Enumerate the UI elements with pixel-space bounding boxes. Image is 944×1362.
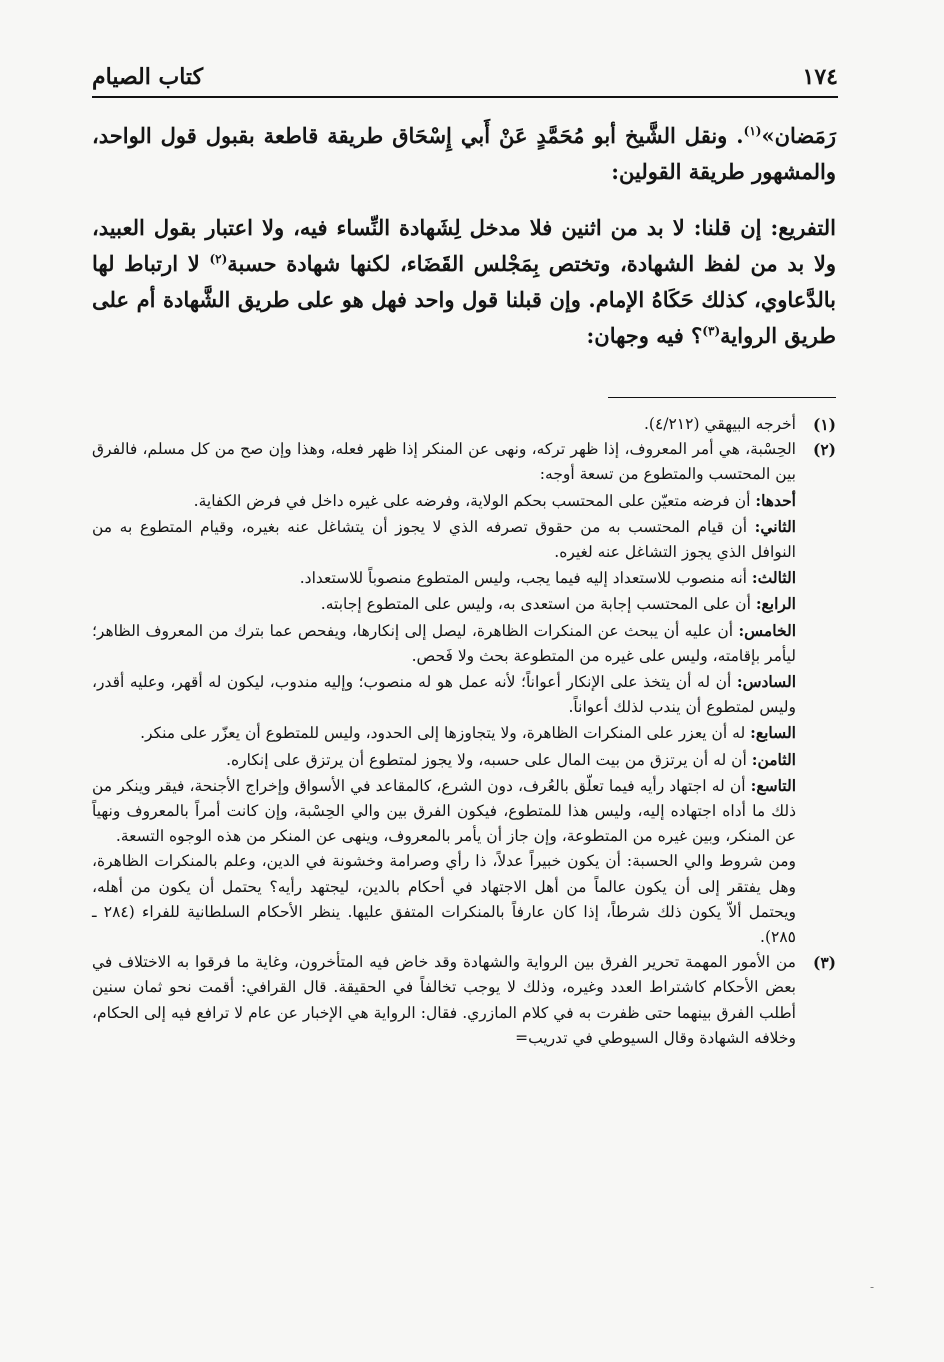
- footnote-number: (٣): [812, 953, 836, 973]
- footnote-2-item: الثالث: أنه منصوب للاستعداد إليه فيما يجب، وليس المتطوع منصوباً للاستعداد.: [299, 568, 796, 588]
- main-text: [92, 118, 836, 354]
- margin-mark: -: [870, 1280, 875, 1294]
- footnote-2-outro: ومن شروط والي الحسبة: أن يكون خبيراً عدلاً، ذا رأي وصرامة وخشونة في الدين، وعلم بالمنكرات الظاهرة، وهل يفتقر إلى أن يكون عالماً من أهل الاجتهاد في أحكام بالدين، ليجتهد رأيه؟ يحتمل أن يكون من أهله، ويحتمل ألاّ يكون ذلك شرطاً، إذا كان عارفاً بالمنكرات المتفق عليها. ينظر الأحكام السلطانية للفراء (٢٨٤ ـ ٢٨٥).: [92, 852, 796, 947]
- footnote-divider: [608, 397, 836, 398]
- page-number: ١٧٤: [802, 64, 838, 90]
- footnote-3: (٣) من الأمور المهمة تحرير الفرق بين الرواية والشهادة وقد خاض فيه المتأخرون، وغاية ما فرقوا به الاختلاف في بعض الأحكام كاشتراط العدد وغيره، وذلك لا يوجب تخالفاً في الحقيقة. قال القرافي: أقمت نحو ثمان سنين أطلب الفرق بينهما حتى ظفرت به في كلام المازري. فقال: الرواية هي الإخبار عن عام لا ترافع فيه إلى الحكام، وخلافه الشهادة وقال السيوطي في تدريب=: [92, 950, 836, 1051]
- footnote-2-item: الثاني: أن قيام المحتسب به من حقوق تصرفه الذي لا يجوز أن يتشاغل عنه بغيره، وقيام المتطوع به من النوافل الذي يجوز التشاغل عنه لغيره.: [92, 516, 796, 562]
- footnote-ref-1[interactable]: (١): [743, 124, 762, 138]
- footnote-ref-2[interactable]: (٢): [209, 252, 228, 266]
- footnote-ref-3[interactable]: (٣): [702, 324, 721, 338]
- main-paragraph-1: رَمَضان»$^{(١)}$. ونقل الشَّيخ أبو مُحَمَّدٍ عَنْ أَبي إِسْحَاق طريقة قاطعة بقبول قول الواحد، والمشهور طريقة القولين:: [92, 123, 836, 184]
- footnote-2-item: الخامس: أن عليه أن يبحث عن المنكرات الظاهرة، ليصل إلى إنكارها، ويفحص عما بترك من المعروف الظاهر؛ ليأمر بإقامته، وليس على غيره من المتطوعة بحث ولا فَحص.: [92, 620, 796, 665]
- footnote-number: (١): [812, 415, 836, 434]
- footnote-number: (٢): [812, 440, 836, 460]
- footnote-2-intro: الحِسْبة، هي أمر المعروف، إذا ظهر تركه، ونهى عن المنكر إذا ظهر فعله، وهذا وإن صح من كل مسلم، فالفرق بين المحتسب والمتطوع من تسعة أوجه:: [92, 440, 796, 484]
- footnote-2-item: التاسع: أن له اجتهاد رأيه فيما تعلّق بالعُرف، دون الشرع، كالمقاعد في الأسواق وإخراج الأجنحة، فيقر وينكر من ذلك ما أداه اجتهاده إليه، وليس هذا للمتطوع، فيكون الفرق بين والي الحِسْبة، وإن كانت أمراً بالمعروف ونهياً عن المنكر، وبين غيره من المتطوعة، وإن جاز أن يأمر بالمعروف، وينهى عن المنكر من هذه الوجوه التسعة.: [92, 775, 796, 846]
- footnote-2-item: السابع: له أن يعزر على المنكرات الظاهرة، ولا يتجاوزها إلى الحدود، وليس للمتطوع أن يعزّر على منكر.: [140, 723, 796, 743]
- footnote-2-item: الثامن: أن له أن يرتزق من بيت المال على حسبه، ولا يجوز لمتطوع أن يرتزق على إنكاره.: [226, 749, 796, 769]
- footnotes: [92, 412, 836, 1051]
- footnote-1: (١) أخرجه البيهقي (٤/٢١٢).: [92, 412, 836, 437]
- footnote-2-item: السادس: أن له أن يتخذ على الإنكار أعواناً؛ لأنه عمل هو له منصوب؛ وإليه مندوب، ليكون له أقهر، وعليه أقدر، وليس لمتطوع أن يندب لذلك أعواناً.: [92, 672, 796, 717]
- footnote-2-item: الرابع: أن على المحتسب إجابة من استعدى به، وليس على المتطوع إجابته.: [320, 594, 796, 614]
- main-paragraph-2: التفريع: إن قلنا: لا بد من اثنين فلا مدخل لِشَهادة النِّساء فيه، ولا اعتبار بقول العبيد، ولا بد من لفظ الشهادة، وتختص بِمَجْلس القَضَاء، لكنها شهادة حسبة$^{(٢)}$ لا ارتباط لها بالدَّعاوي، كذلك حَكَاهُ الإمام. وإن قبلنا قول واحد فهل هو على طريق الشَّهادة أم على طريق الرواية$^{(٣)}$؟ فيه وجهان:: [92, 215, 836, 348]
- chapter-title: كتاب الصيام: [92, 64, 204, 90]
- footnote-2-item: أحدها: أن فرضه متعيّن على المحتسب بحكم الولاية، وفرضه على غيره داخل في فرض الكفاية.: [193, 490, 796, 510]
- footnote-2: [92, 437, 836, 950]
- running-header: [92, 60, 838, 98]
